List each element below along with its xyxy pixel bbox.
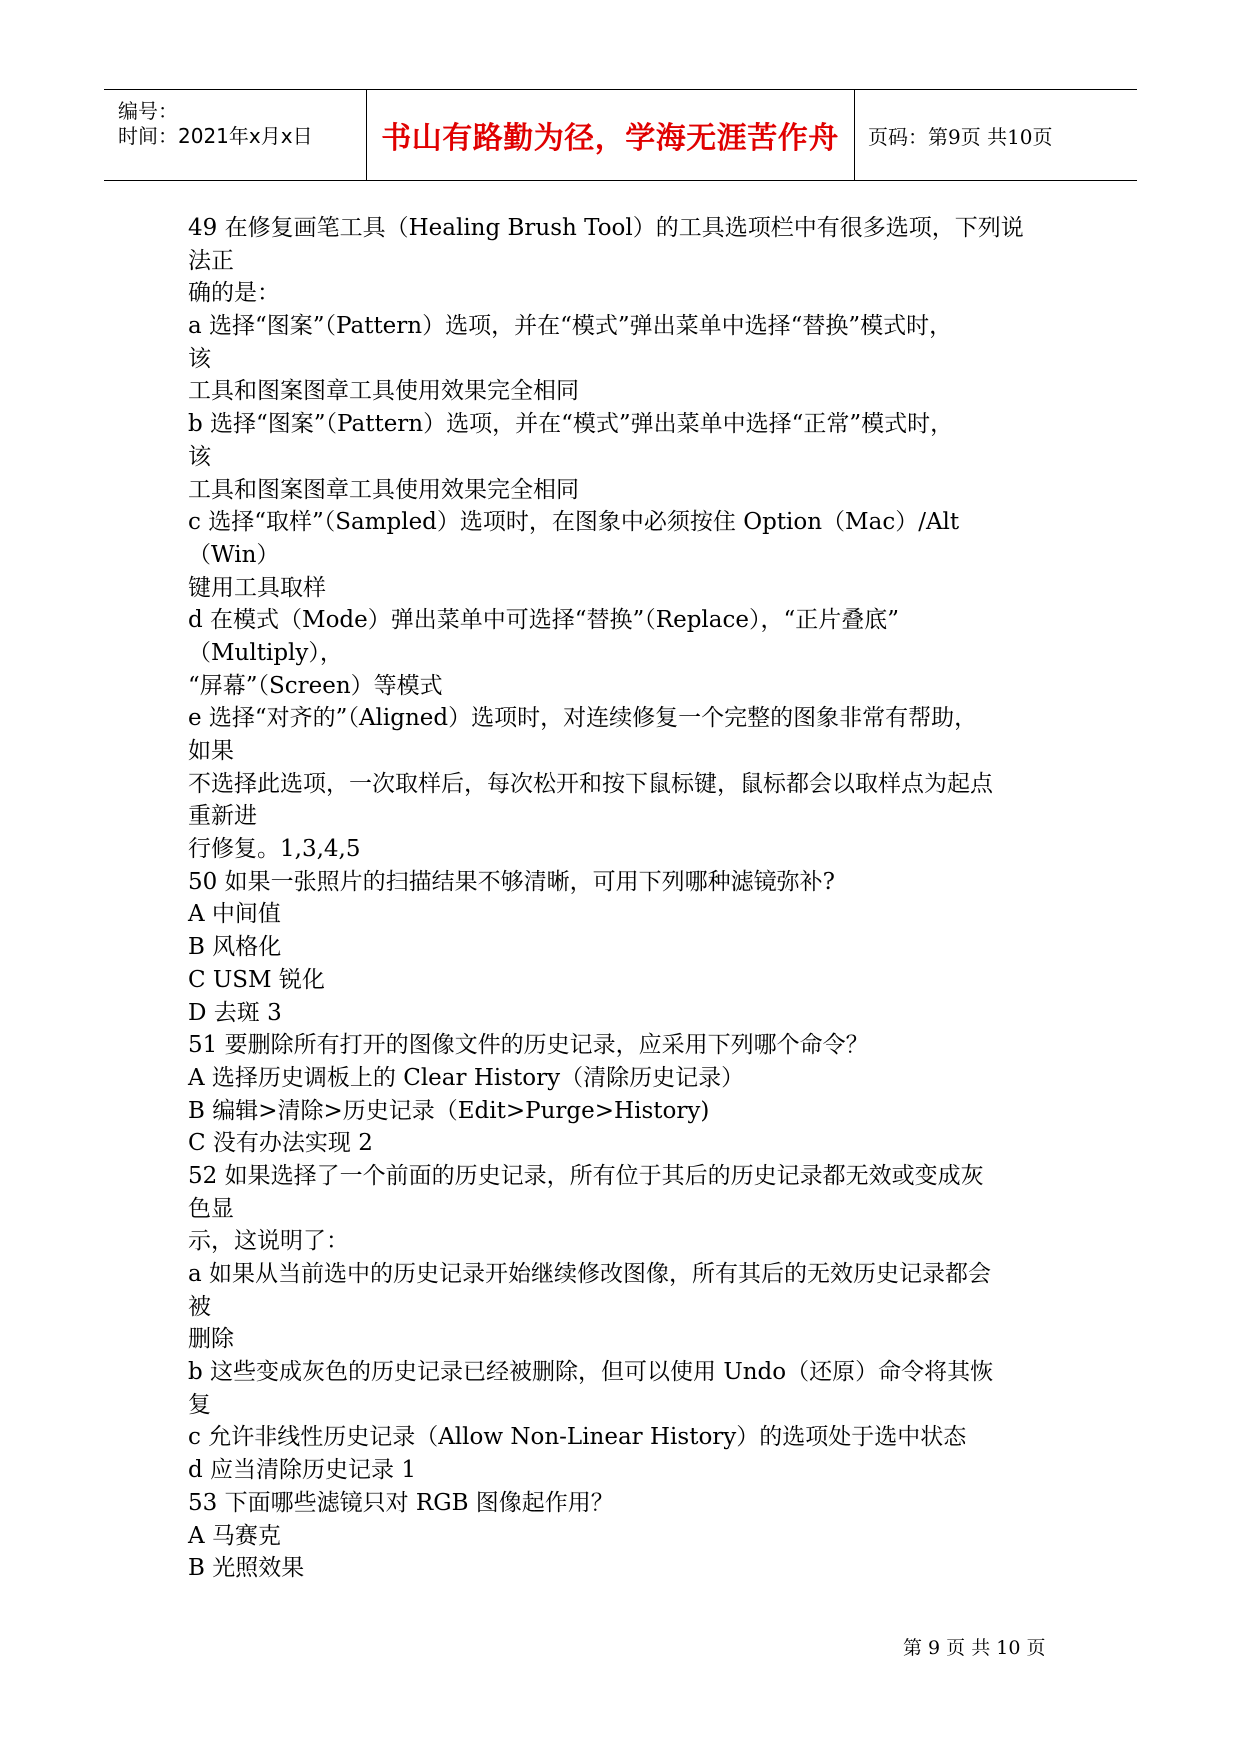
text-line: e 选择“对齐的”（Aligned）选项时，对连续修复一个完整的图象非常有帮助， [188,705,978,732]
text-line: C USM 锐化 [188,966,325,993]
text-line: A 中间值 [188,901,281,928]
text-line: 51 要删除所有打开的图像文件的历史记录，应采用下列哪个命令？ [188,1032,869,1059]
page-info: 页码：第9页 共10页 [868,124,1053,149]
text-line: 重新进 [188,803,257,830]
header-motto-cell [366,90,855,180]
text-line: d 在模式（Mode）弹出菜单中可选择“替换”（Replace），“正片叠底” [188,607,900,634]
text-line: 53 下面哪些滤镜只对 RGB 图像起作用？ [188,1489,614,1516]
text-line: 工具和图案图章工具使用效果完全相同 [188,378,579,405]
text-line: 确的是： [188,280,280,307]
document-time: 时间：2021年x月x日 [118,124,313,148]
text-line: 52 如果选择了一个前面的历史记录，所有位于其后的历史记录都无效或变成灰 [188,1162,984,1189]
text-line: 该 [188,443,211,470]
text-line: 工具和图案图章工具使用效果完全相同 [188,476,579,503]
document-number: 编号： [118,99,178,123]
text-line: （Multiply）， [188,639,343,666]
text-line: （Win） [188,541,280,568]
text-line: b 选择“图案”（Pattern）选项，并在“模式”弹出菜单中选择“正常”模式时， [188,411,954,438]
text-line: “屏幕”（Screen）等模式 [188,672,443,699]
text-line: 49 在修复画笔工具（Healing Brush Tool）的工具选项栏中有很多选项，下列说 [188,215,1024,241]
text-line: 行修复。1,3,4,5 [188,836,361,863]
document-body [188,212,1068,1585]
text-line: d 应当清除历史记录 1 [188,1457,416,1484]
text-line: 键用工具取样 [188,574,326,601]
text-line: A 选择历史调板上的 Clear History（清除历史记录） [188,1064,745,1091]
text-line: 色显 [188,1195,234,1222]
page-header [104,89,1137,181]
text-line: c 选择“取样”（Sampled）选项时，在图象中必须按住 Option（Mac）/Alt [188,509,960,536]
page-footer: 第 9 页 共 10 页 [903,1637,1046,1659]
text-line: D 去斑 3 [188,999,282,1026]
text-line: 如果 [188,738,234,764]
text-line: 示，这说明了： [188,1228,349,1255]
header-meta [104,90,367,180]
text-line: 删除 [188,1326,234,1353]
text-line: b 这些变成灰色的历史记录已经被删除，但可以使用 Undo（还原）命令将其恢 [188,1359,994,1386]
text-line: c 允许非线性历史记录（Allow Non-Linear History）的选项处于选中状态 [188,1424,967,1451]
text-line: B 风格化 [188,934,282,961]
text-line: B 光照效果 [188,1555,305,1582]
text-line: 法正 [188,247,234,274]
text-line: a 如果从当前选中的历史记录开始继续修改图像，所有其后的无效历史记录都会 [188,1261,992,1287]
text-line: 被 [188,1293,211,1320]
text-line: A 马赛克 [188,1522,281,1549]
text-line: 复 [188,1391,211,1418]
text-line: C 没有办法实现 2 [188,1130,373,1157]
motto: 书山有路勤为径，学海无涯苦作舟 [381,121,839,156]
text-line: a 选择“图案”（Pattern）选项，并在“模式”弹出菜单中选择“替换”模式时， [188,313,953,340]
text-line: 50 如果一张照片的扫描结果不够清晰，可用下列哪种滤镜弥补? [188,868,835,895]
header-page-cell [854,90,1137,180]
text-line: B 编辑>清除>历史记录（Edit>Purge>History) [188,1097,710,1124]
text-line: 不选择此选项，一次取样后，每次松开和按下鼠标键，鼠标都会以取样点为起点 [188,770,993,797]
text-line: 该 [188,345,211,372]
